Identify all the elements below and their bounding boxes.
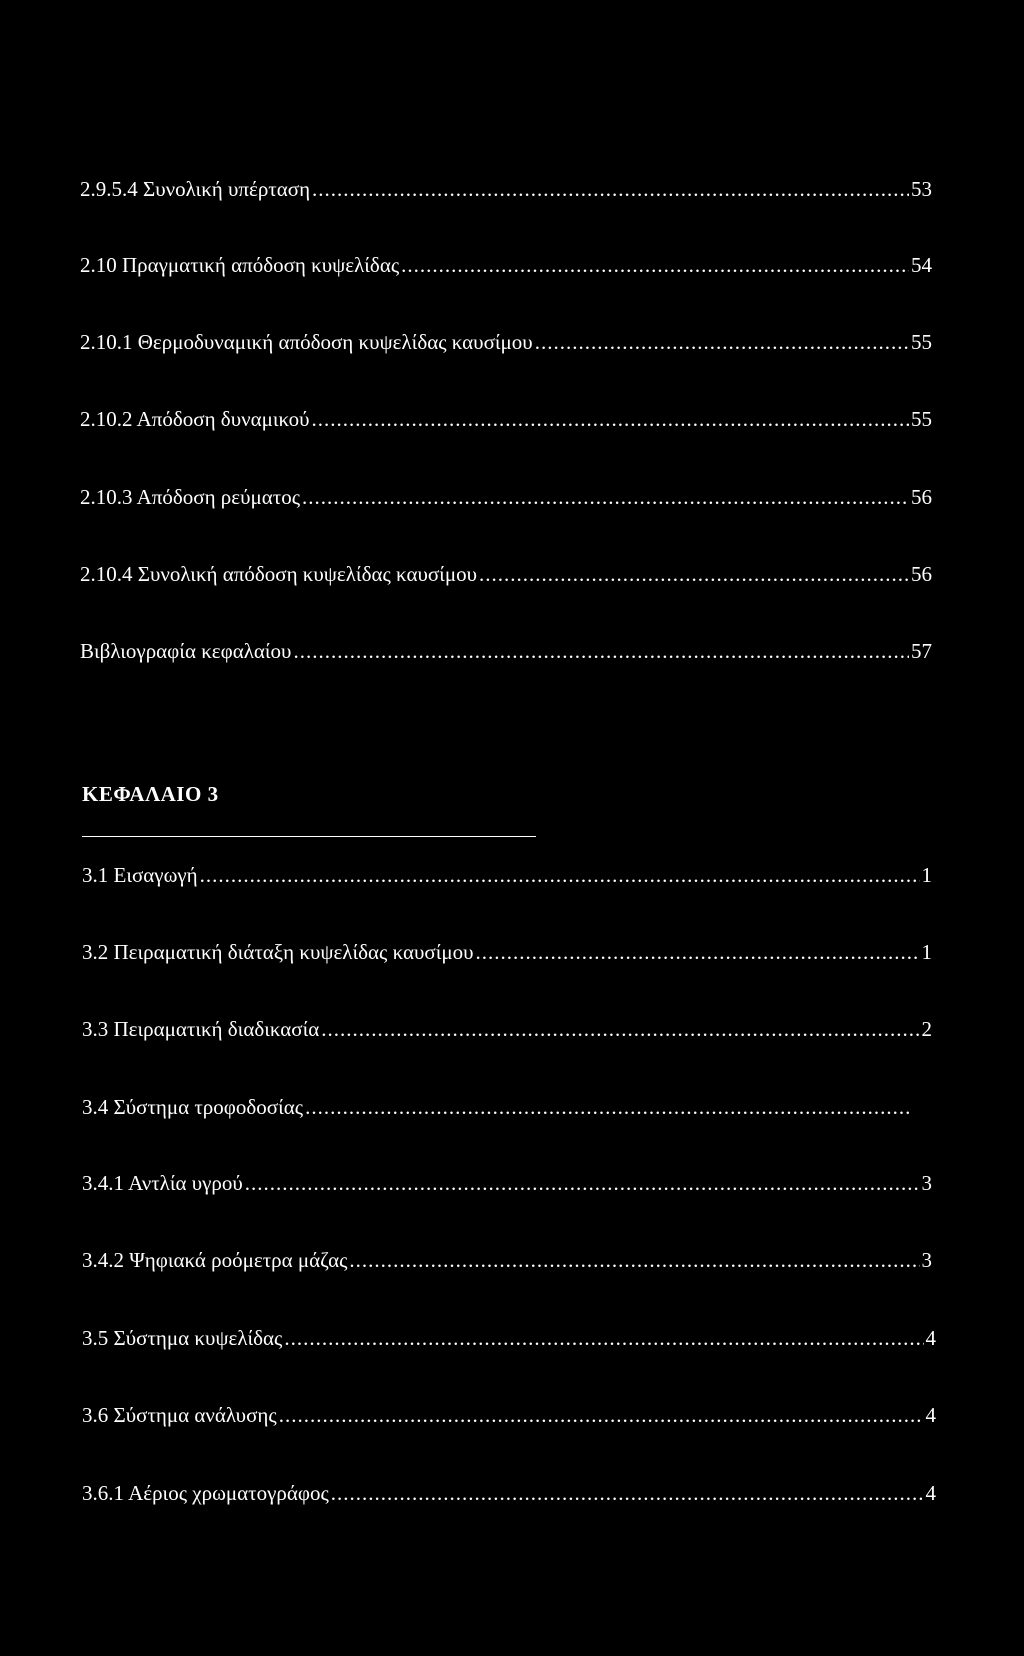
toc-entry-label: 3.4.2 Ψηφιακά ροόμετρα μάζας: [82, 1248, 348, 1272]
toc-entry: [80, 561, 932, 587]
dot-leader: [349, 1247, 919, 1273]
dot-leader: [312, 176, 909, 202]
toc-entry: [82, 1247, 932, 1273]
toc-entry-page: 4: [925, 1326, 936, 1350]
toc-entry-label: 3.1 Εισαγωγή: [82, 863, 198, 887]
toc-entry-label: 2.10 Πραγματική απόδοση κυψελίδας: [80, 253, 400, 277]
toc-entry-page: 55: [911, 407, 932, 431]
toc-entry-page: 4: [925, 1481, 936, 1505]
dot-leader: [284, 1325, 923, 1351]
toc-entry-page: 2: [921, 1017, 932, 1041]
toc-entry: [80, 406, 932, 432]
dot-leader: [312, 406, 909, 432]
toc-entry-page: 56: [911, 562, 932, 586]
toc-entry-label: 2.10.4 Συνολική απόδοση κυψελίδας καυσίμου: [80, 562, 477, 586]
toc-entry-label: 2.10.2 Απόδοση δυναμικού: [80, 407, 310, 431]
toc-entry-page: 56: [911, 485, 932, 509]
toc-entry-page: 1: [921, 940, 932, 964]
toc-entry: [80, 638, 932, 664]
toc-entry-label: 3.2 Πειραματική διάταξη κυψελίδας καυσίμου: [82, 940, 474, 964]
dot-leader: [293, 638, 909, 664]
toc-entry-page: 55: [911, 330, 932, 354]
toc-entry: [82, 939, 932, 965]
dot-leader: [401, 252, 909, 278]
toc-entry-page: 57: [911, 639, 932, 663]
toc-entry-label: 3.6 Σύστημα ανάλυσης: [82, 1403, 277, 1427]
toc-entry: [82, 862, 932, 888]
dot-leader: [535, 329, 909, 355]
toc-entry-page: 1: [921, 863, 932, 887]
dot-leader: [321, 1016, 919, 1042]
toc-entry: [82, 1480, 936, 1506]
dot-leader: [331, 1480, 924, 1506]
toc-entry-label: 2.9.5.4 Συνολική υπέρταση: [80, 177, 311, 201]
toc-entry-label: 3.4.1 Αντλία υγρού: [82, 1171, 243, 1195]
toc-entry-page: 54: [911, 253, 932, 277]
toc-entry: [82, 1325, 936, 1351]
toc-entry: [80, 252, 932, 278]
toc-entry: [80, 176, 932, 202]
toc-entry-label: 3.5 Σύστημα κυψελίδας: [82, 1326, 283, 1350]
toc-entry-label: 3.4 Σύστημα τροφοδοσίας: [82, 1095, 304, 1119]
toc-entry-label: 3.3 Πειραματική διαδικασία: [82, 1017, 320, 1041]
toc-entry-label: 3.6.1 Αέριος χρωματογράφος: [82, 1481, 329, 1505]
chapter-rule: [82, 836, 536, 837]
dot-leader: [302, 484, 909, 510]
toc-entry: [82, 1402, 936, 1428]
toc-entry-page: 4: [925, 1403, 936, 1427]
toc-entry: [82, 1016, 932, 1042]
chapter-heading: ΚΕΦΑΛΑΙΟ 3: [82, 782, 219, 806]
toc-entry-label: 2.10.3 Απόδοση ρεύματος: [80, 485, 301, 509]
toc-entry-page: 53: [911, 177, 932, 201]
toc-entry: [80, 484, 932, 510]
dot-leader: [479, 561, 909, 587]
dot-leader: [476, 939, 920, 965]
toc-entry-page: 3: [921, 1248, 932, 1272]
toc-entry: [82, 1094, 912, 1120]
dot-leader: [245, 1170, 920, 1196]
toc-entry-label: 2.10.1 Θερμοδυναμική απόδοση κυψελίδας καυσίμου: [80, 330, 533, 354]
dot-leader: [279, 1402, 924, 1428]
dot-leader: [200, 862, 920, 888]
toc-entry: [82, 1170, 932, 1196]
dot-leader: [305, 1094, 910, 1120]
toc-entry-page: 3: [921, 1171, 932, 1195]
toc-entry: [80, 329, 932, 355]
toc-entry-label: Βιβλιογραφία κεφαλαίου: [80, 639, 292, 663]
